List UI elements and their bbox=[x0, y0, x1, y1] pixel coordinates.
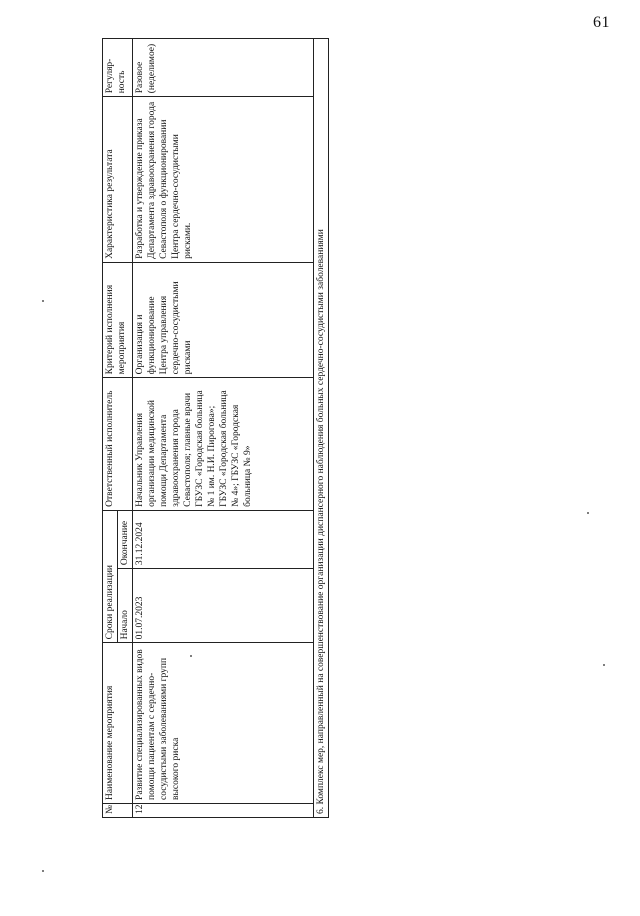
scan-speck bbox=[587, 512, 589, 514]
section-title: 6. Комплекс мер, направленный на совершенствование организации диспансерного наблюдения больных сердечно-сосудистыми заболеваниями bbox=[314, 39, 329, 818]
header-name: Наименование мероприятия bbox=[103, 643, 133, 804]
scan-speck bbox=[603, 664, 605, 666]
scan-speck bbox=[190, 655, 192, 657]
cell-criterion: Организация и функционирование Центра управления сердечно-сосудистыми рисками bbox=[133, 262, 314, 377]
header-end: Окончание bbox=[118, 510, 133, 568]
cell-responsible: Начальник Управления организации медицинской помощи Департамента здравоохранения города Севастополя; главные врачи ГБУЗС «Городская больница № 1 им. Н.И. Пирогова»; ГБУЗС «Городская больница № 4»; ГБУЗС «Городская больница № 9» bbox=[133, 378, 314, 511]
table-container bbox=[102, 38, 326, 818]
measures-table bbox=[102, 38, 329, 818]
cell-characteristic: Разработка и утверждение приказа Департамента здравоохранения города Севастополя о функционировании Центра сердечно-сосудистыми рисками. bbox=[133, 97, 314, 263]
cell-regularity: Разовое (неделимое) bbox=[133, 39, 314, 97]
scan-speck bbox=[42, 300, 44, 302]
table-header-row bbox=[103, 39, 118, 818]
scan-speck bbox=[42, 870, 44, 872]
header-period: Сроки реализации bbox=[103, 510, 118, 643]
header-responsible: Ответственный исполнитель bbox=[103, 378, 133, 511]
header-characteristic: Характеристика результата bbox=[103, 97, 133, 263]
cell-end: 31.12.2024 bbox=[133, 510, 314, 568]
cell-start: 01.07.2023 bbox=[133, 569, 314, 643]
header-start: Начало bbox=[118, 569, 133, 643]
header-criterion: Критерий исполнения мероприятия bbox=[103, 262, 133, 377]
cell-num: 12 bbox=[133, 803, 314, 817]
section-row bbox=[314, 39, 329, 818]
rotated-table-frame bbox=[102, 38, 326, 818]
cell-name: Развитие специализированных видов помощи пациентам с сердечно-сосудистыми заболеваниями групп высокого риска bbox=[133, 643, 314, 804]
header-num: № bbox=[103, 803, 133, 817]
header-regularity: Регуляр-ность bbox=[103, 39, 133, 97]
table-row bbox=[133, 39, 314, 818]
page-number: 61 bbox=[593, 14, 610, 31]
